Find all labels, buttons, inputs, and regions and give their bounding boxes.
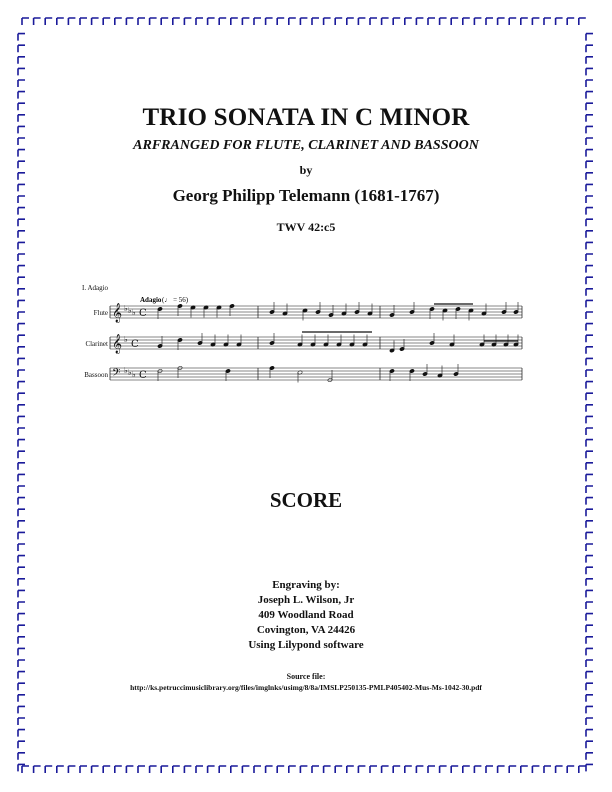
tempo-word: Adagio xyxy=(140,296,162,304)
flat-icon: ♭ xyxy=(132,308,136,317)
treble-clef-icon: 𝄞 xyxy=(112,334,123,354)
page-title: TRIO SONATA IN C MINOR xyxy=(142,104,470,131)
time-signature: C xyxy=(139,308,147,319)
flat-icon: ♭ xyxy=(128,368,132,377)
source-url: http://ks.petruccimusiclibrary.org/files/imglnks/usimg/8/8a/IMSLP250135-PMLP405402-Mus-Ms-1042-30.pdf xyxy=(130,683,482,692)
flat-icon: ♭ xyxy=(128,306,132,315)
flat-icon: ♭ xyxy=(124,366,128,375)
by-line: by xyxy=(299,163,313,177)
source-label: Source file: xyxy=(286,672,326,681)
credits-name: Joseph L. Wilson, Jr xyxy=(257,594,355,606)
credits-software: Using Lilypond software xyxy=(248,639,364,651)
engraving-credits xyxy=(0,578,612,653)
time-signature: C xyxy=(139,370,147,381)
tempo-mark: (♩ = 56) xyxy=(162,296,189,304)
flat-icon: ♭ xyxy=(124,335,128,344)
credits-city: Covington, VA 24426 xyxy=(256,624,356,636)
credits-heading: Engraving by: xyxy=(272,579,340,591)
subtitle: ARFRANGED FOR FLUTE, CLARINET AND BASSOON xyxy=(133,138,479,153)
instrument-label-flute: Flute xyxy=(93,309,108,317)
instrument-label-bassoon: Bassoon xyxy=(84,371,108,379)
flat-icon: ♭ xyxy=(132,370,136,379)
credits-street: 409 Woodland Road xyxy=(258,609,354,621)
score-label: SCORE xyxy=(269,488,343,512)
instrument-label-clarinet: Clarinet xyxy=(85,340,108,348)
catalog-number: TWV 42:c5 xyxy=(276,220,336,234)
bass-clef-icon: 𝄢 xyxy=(112,367,121,382)
time-signature: C xyxy=(131,339,139,350)
flat-icon: ♭ xyxy=(124,304,128,313)
movement-label: I. Adagio xyxy=(82,284,109,292)
composer: Georg Philipp Telemann (1681-1767) xyxy=(172,186,440,205)
treble-clef-icon: 𝄞 xyxy=(112,303,123,323)
